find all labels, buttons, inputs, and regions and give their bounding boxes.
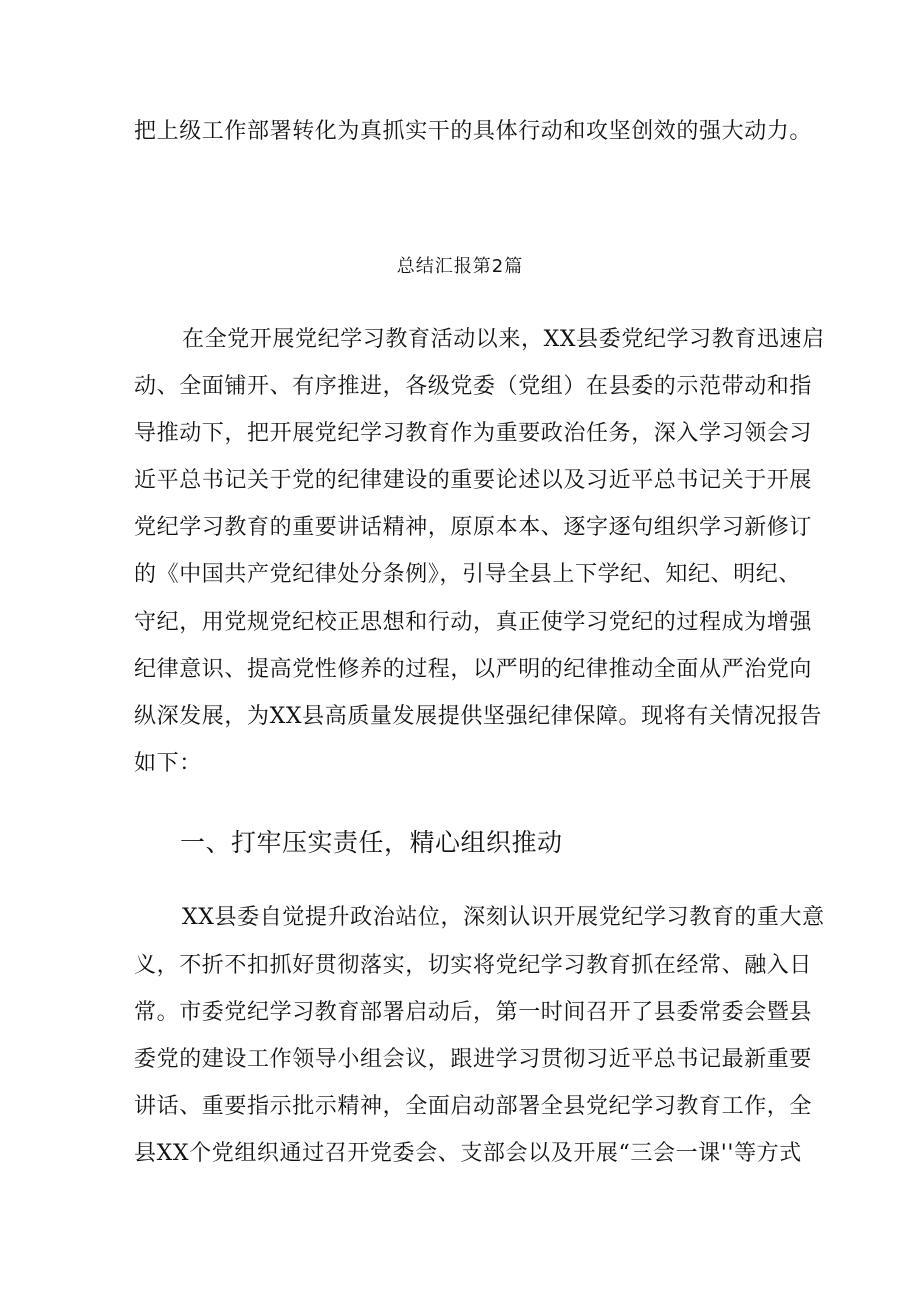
paragraph-2-line: 讲话、重要指示批示精神，全面启动部署全县党纪学习教育工作，全	[134, 1094, 813, 1119]
section-heading: 一、打牢压实责任，精心组织推动	[180, 828, 563, 857]
paragraph-1-line: 近平总书记关于党的纪律建设的重要论述以及习近平总书记关于开展	[134, 468, 813, 493]
paragraph-1-line: 动、全面铺开、有序推进，各级党委（党组）在县委的示范带动和指	[134, 374, 813, 399]
paragraph-2-line: 义，不折不扣抓好贯彻落实，切实将党纪学习教育抓在经常、融入日	[134, 953, 813, 978]
paragraph-2-line: 委党的建设工作领导小组会议，跟进学习贯彻习近平总书记最新重要	[134, 1047, 813, 1072]
paragraph-1-line: 导推动下，把开展党纪学习教育作为重要政治任务，深入学习领会习	[134, 421, 813, 446]
intro-line: 把上级工作部署转化为真抓实干的具体行动和攻坚创效的强大动力。	[134, 119, 813, 144]
paragraph-1-line: 守纪，用党规党纪校正思想和行动，真正使学习党纪的过程成为增强	[134, 610, 813, 635]
paragraph-1-line: 纪律意识、提高党性修养的过程，以严明的纪律推动全面从严治党向	[134, 657, 813, 682]
article-title: 总结汇报第2篇	[396, 256, 524, 277]
paragraph-2-line: 县XX个党组织通过召开党委会、支部会以及开展“三会一课''等方式	[134, 1141, 802, 1166]
paragraph-1-line: 纵深发展，为XX县高质量发展提供坚强纪律保障。现将有关情况报告	[134, 704, 822, 729]
paragraph-1-line: 的《中国共产党纪律处分条例》，引导全县上下学纪、知纪、明纪、	[134, 562, 802, 587]
paragraph-1-line: 如下：	[134, 751, 202, 776]
paragraph-2-line: 常。市委党纪学习教育部署启动后，第一时间召开了县委常委会暨县	[134, 1000, 813, 1025]
paragraph-1-line: 在全党开展党纪学习教育活动以来，XX县委党纪学习教育迅速启	[182, 327, 825, 352]
paragraph-1-line: 党纪学习教育的重要讲话精神，原原本本、逐字逐句组织学习新修订	[134, 515, 813, 540]
paragraph-2-line: XX县委自觉提升政治站位，深刻认识开展党纪学习教育的重大意	[182, 905, 825, 930]
